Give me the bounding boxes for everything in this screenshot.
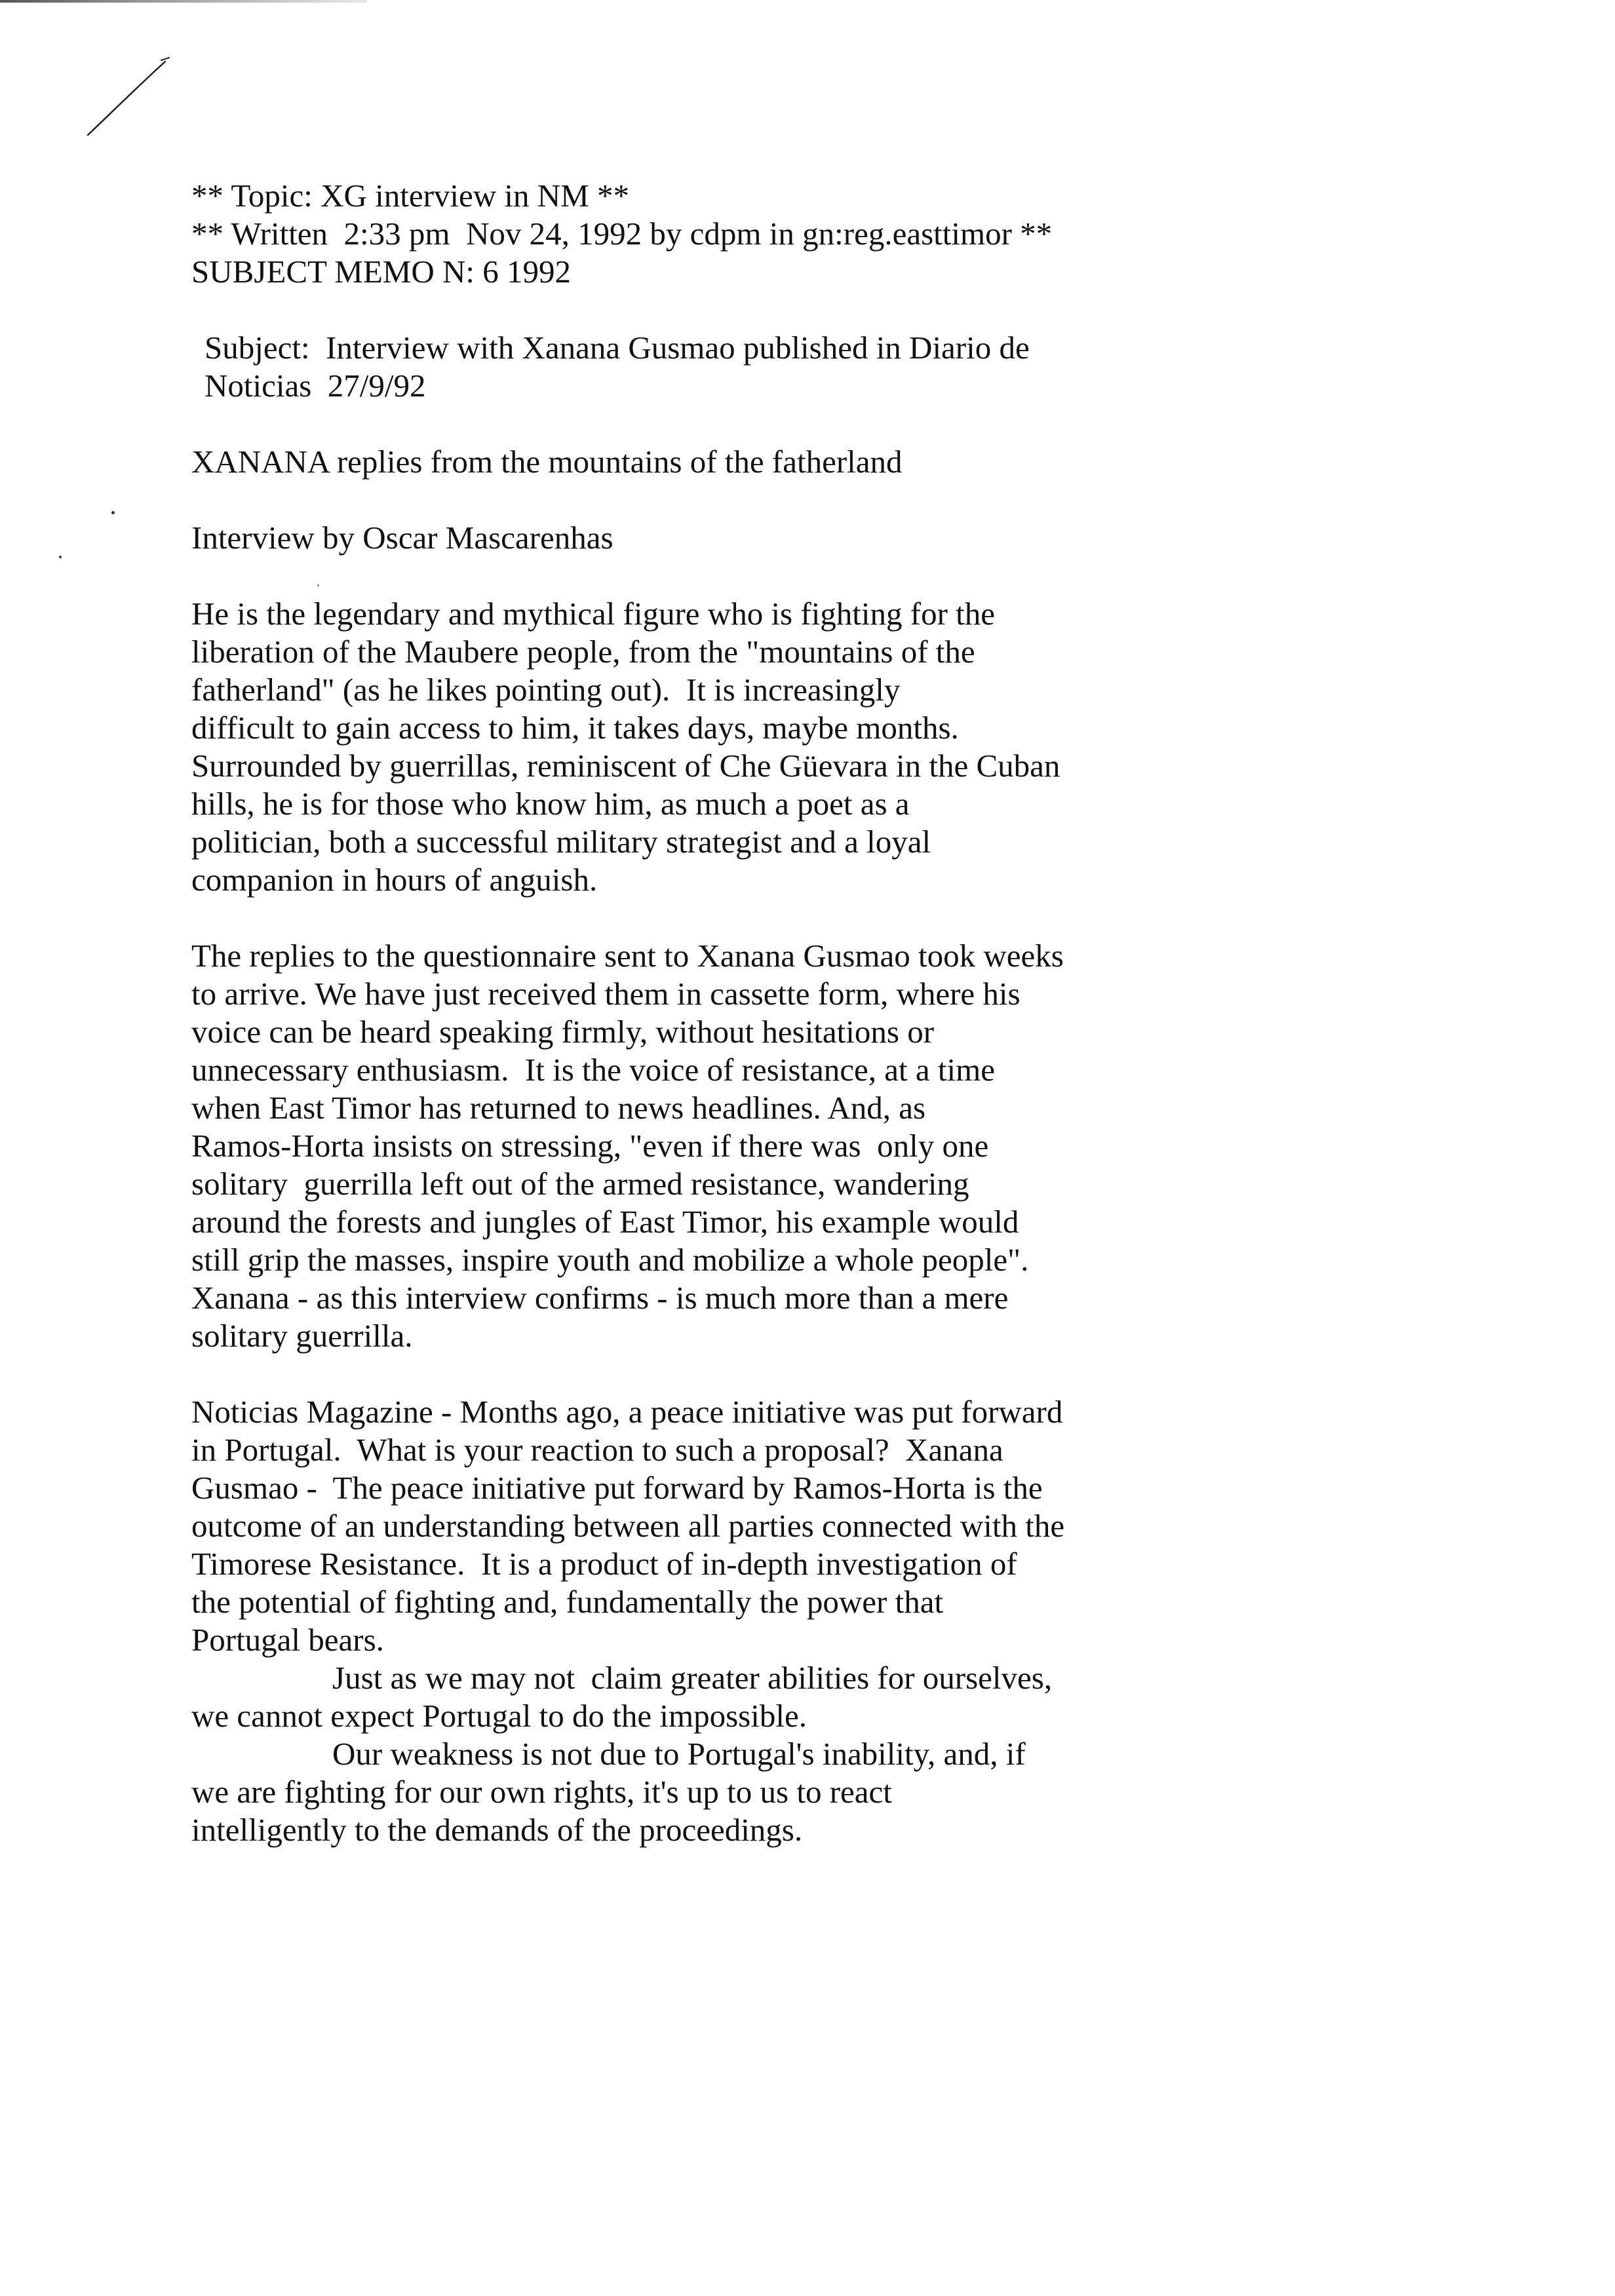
paragraph-line: to arrive. We have just received them in cassette form, where his: [191, 976, 1021, 1012]
document-page: [191, 177, 1188, 1849]
paragraph-line: Timorese Resistance. It is a product of in-depth investigation of: [191, 1546, 1017, 1582]
paragraph-line: difficult to gain access to him, it takes days, maybe months.: [191, 710, 959, 746]
header-written: ** Written 2:33 pm Nov 24, 1992 by cdpm in gn:reg.easttimor **: [191, 216, 1053, 252]
pen-stroke-mark: [79, 52, 184, 144]
paragraph-line: still grip the masses, inspire youth and mobilize a whole people".: [191, 1242, 1029, 1278]
scan-speck: [59, 556, 62, 558]
paragraph-line: we cannot expect Portugal to do the impossible.: [191, 1698, 807, 1734]
paragraph-line: Noticias Magazine - Months ago, a peace initiative was put forward: [191, 1394, 1063, 1430]
header-block: [191, 177, 1188, 291]
paragraph-line: unnecessary enthusiasm. It is the voice of resistance, at a time: [191, 1052, 995, 1088]
article-headline: XANANA replies from the mountains of the fatherland: [191, 444, 903, 480]
paragraph-replies: [191, 937, 1188, 1355]
paragraph-line: the potential of fighting and, fundamentally the power that: [191, 1584, 944, 1620]
paragraph-interview-qa: [191, 1393, 1188, 1659]
paragraph-line: Just as we may not claim greater abilities for ourselves,: [332, 1660, 1053, 1696]
subject-block: [191, 329, 1188, 405]
paragraph-line: we are fighting for our own rights, it's up to us to react: [191, 1774, 892, 1810]
paragraph-weakness: [191, 1735, 1188, 1849]
paragraph-intro: [191, 595, 1188, 899]
paragraph-line: Xanana - as this interview confirms - is much more than a mere: [191, 1280, 1009, 1316]
header-subject-memo: SUBJECT MEMO N: 6 1992: [191, 254, 572, 290]
paragraph-line: when East Timor has returned to news headlines. And, as: [191, 1090, 926, 1126]
paragraph-line: Our weakness is not due to Portugal's inability, and, if: [332, 1736, 1026, 1772]
paragraph-line: voice can be heard speaking firmly, without hesitations or: [191, 1014, 935, 1050]
paragraph-line: He is the legendary and mythical figure who is fighting for the: [191, 596, 996, 632]
subject-line-2: Noticias 27/9/92: [204, 368, 426, 404]
paragraph-line: hills, he is for those who know him, as much a poet as a: [191, 786, 910, 822]
paragraph-line: around the forests and jungles of East Timor, his example would: [191, 1204, 1019, 1240]
paragraph-line: outcome of an understanding between all parties connected with the: [191, 1508, 1065, 1544]
article-byline: Interview by Oscar Mascarenhas: [191, 520, 613, 556]
scan-speck: [111, 511, 115, 514]
paragraph-line: in Portugal. What is your reaction to such a proposal? Xanana: [191, 1432, 1003, 1468]
paragraph-line: The replies to the questionnaire sent to Xanana Gusmao took weeks: [191, 938, 1064, 974]
paragraph-line: Portugal bears.: [191, 1622, 384, 1658]
paragraph-line: politician, both a successful military strategist and a loyal: [191, 824, 931, 860]
paragraph-line: Surrounded by guerrillas, reminiscent of Che Güevara in the Cuban: [191, 748, 1060, 784]
paragraph-line: Gusmao - The peace initiative put forward by Ramos-Horta is the: [191, 1470, 1043, 1506]
paragraph-line: liberation of the Maubere people, from the "mountains of the: [191, 634, 975, 670]
paragraph-abilities: [191, 1659, 1188, 1735]
paragraph-line: Ramos-Horta insists on stressing, "even if there was only one: [191, 1128, 989, 1164]
header-topic: ** Topic: XG interview in NM **: [191, 178, 629, 214]
paragraph-line: solitary guerrilla.: [191, 1318, 413, 1354]
paragraph-line: intelligently to the demands of the proceedings.: [191, 1812, 803, 1848]
paragraph-line: solitary guerrilla left out of the armed resistance, wandering: [191, 1166, 969, 1202]
paragraph-line: companion in hours of anguish.: [191, 862, 598, 898]
subject-line-1: Subject: Interview with Xanana Gusmao published in Diario de: [204, 330, 1030, 366]
paragraph-line: fatherland" (as he likes pointing out). It is increasingly: [191, 672, 901, 708]
scan-edge-mark: [0, 0, 367, 3]
